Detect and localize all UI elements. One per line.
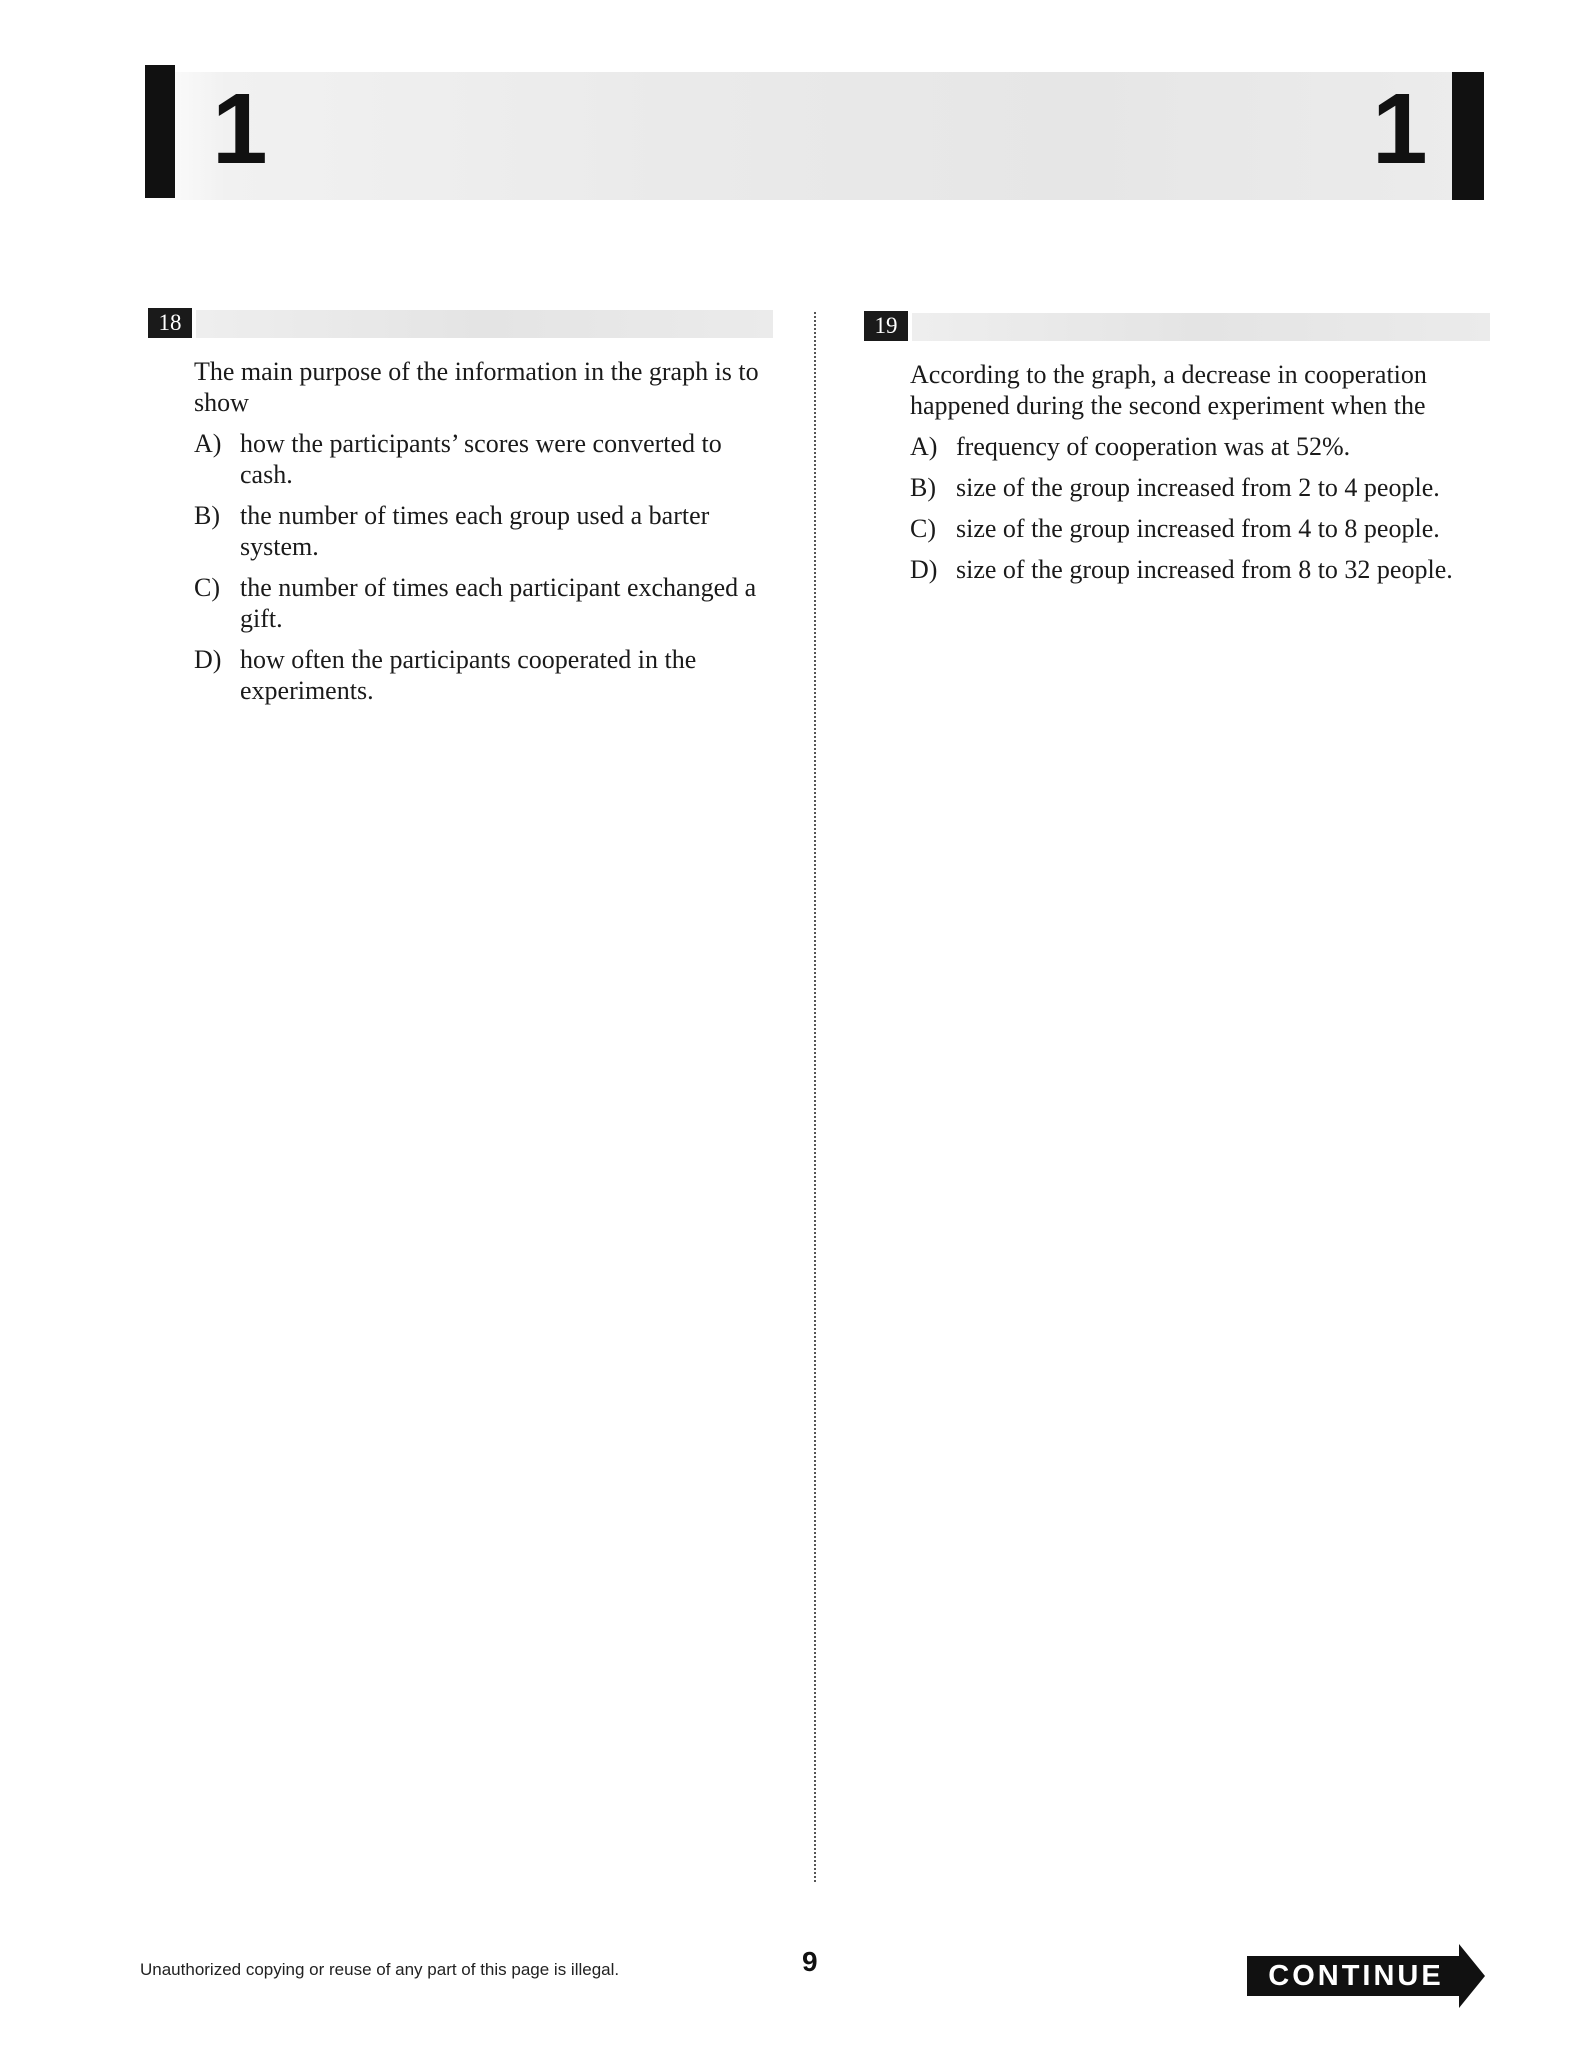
- answer-choice-b[interactable]: [910, 472, 1490, 503]
- question-header-band: [912, 313, 1490, 341]
- answer-choice-c[interactable]: [910, 513, 1490, 544]
- question-header-18: [148, 308, 773, 338]
- choice-text: frequency of cooperation was at 52%.: [956, 432, 1351, 461]
- question-stem: According to the graph, a decrease in cooperation happened during the second experiment when the: [910, 360, 1427, 420]
- answer-choice-a[interactable]: [910, 431, 1490, 462]
- answer-choice-d[interactable]: [910, 554, 1490, 585]
- choice-text: size of the group increased from 8 to 32 people.: [956, 555, 1453, 584]
- choice-text: size of the group increased from 2 to 4 people.: [956, 473, 1440, 502]
- continue-label: CONTINUE: [1268, 1960, 1444, 1992]
- question-18: [194, 356, 776, 716]
- answer-choice-b[interactable]: [194, 500, 776, 562]
- choice-text: how the participants’ scores were converted to cash.: [240, 429, 722, 489]
- page-number: 9: [802, 1946, 818, 1977]
- section-marker-bar-right: [1452, 72, 1484, 200]
- choice-letter: A): [194, 429, 222, 458]
- choice-letter: B): [194, 501, 220, 530]
- choice-text: how often the participants cooperated in the experiments.: [240, 645, 697, 705]
- choice-letter: B): [910, 473, 936, 502]
- choice-letter: D): [910, 555, 938, 584]
- section-marker-bar-left: [145, 65, 175, 198]
- section-number-left: 1: [212, 73, 268, 185]
- continue-arrow: [1247, 1944, 1483, 2004]
- choice-letter: C): [910, 514, 936, 543]
- section-header-band: [145, 72, 1480, 200]
- section-number-right: 1: [1372, 73, 1428, 185]
- copyright-notice: Unauthorized copying or reuse of any part of this page is illegal.: [140, 1960, 620, 1979]
- question-19: [910, 359, 1490, 595]
- question-header-19: [864, 311, 1490, 341]
- question-stem: The main purpose of the information in the graph is to show: [194, 357, 759, 417]
- column-divider: [814, 312, 816, 1882]
- choice-letter: D): [194, 645, 222, 674]
- question-number-badge: 19: [864, 311, 908, 341]
- choice-letter: C): [194, 573, 220, 602]
- answer-choice-d[interactable]: [194, 644, 776, 706]
- question-number-badge: 18: [148, 308, 192, 338]
- answer-choice-c[interactable]: [194, 572, 776, 634]
- choice-text: size of the group increased from 4 to 8 people.: [956, 514, 1440, 543]
- choice-text: the number of times each participant exchanged a gift.: [240, 573, 757, 633]
- question-header-band: [196, 310, 773, 338]
- choice-text: the number of times each group used a barter system.: [240, 501, 710, 561]
- answer-choice-a[interactable]: [194, 428, 776, 490]
- choice-letter: A): [910, 432, 938, 461]
